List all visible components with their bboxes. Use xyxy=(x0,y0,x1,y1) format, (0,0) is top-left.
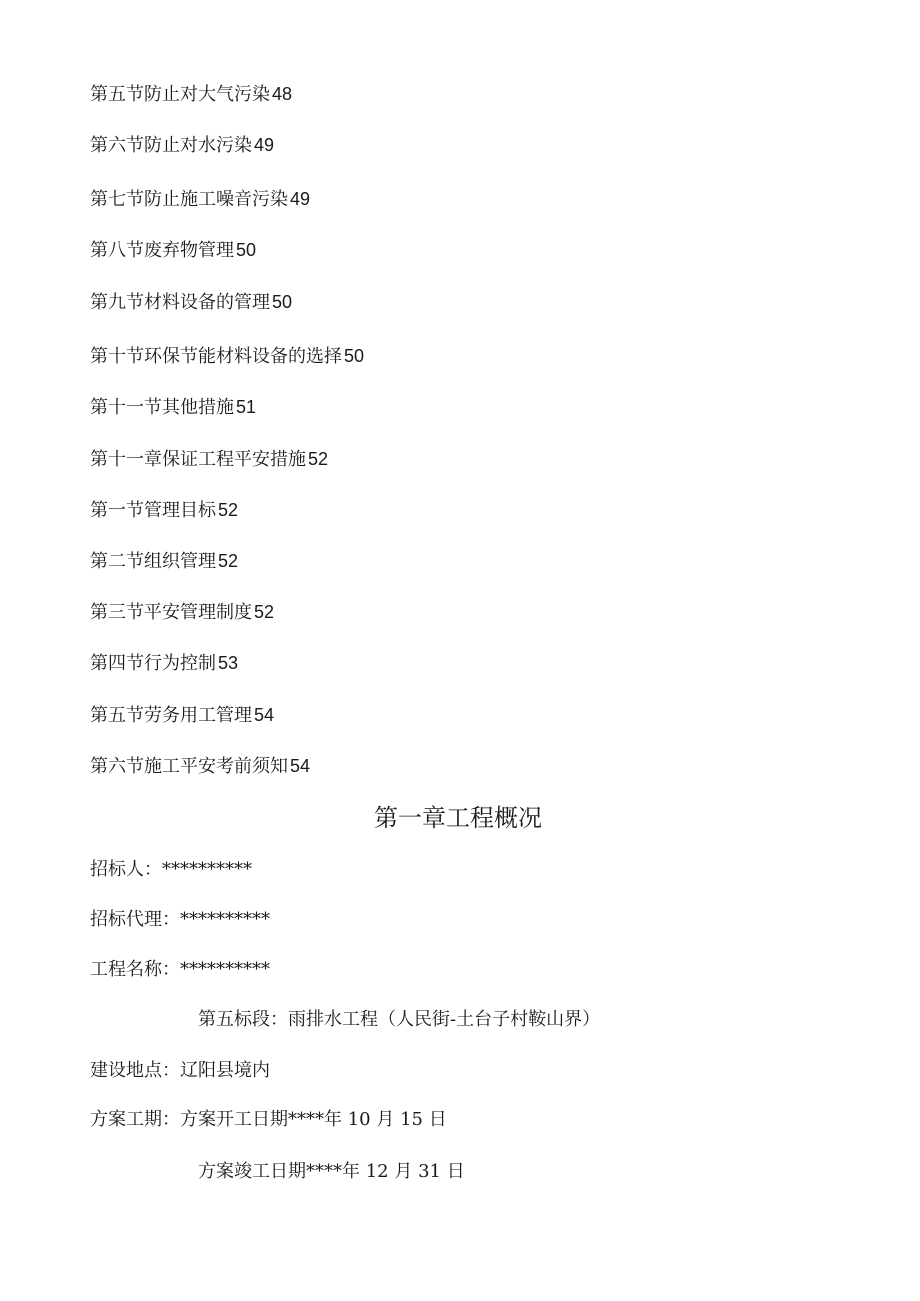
toc-entry-title: 第十节环保节能材料设备的选择 xyxy=(90,346,342,367)
location-line: 建设地点：辽阳县境内 xyxy=(90,1060,270,1081)
toc-entry-page: 52 xyxy=(308,449,329,469)
toc-entry xyxy=(90,600,274,625)
toc-entry xyxy=(90,238,256,263)
toc-entry-page: 52 xyxy=(254,602,275,622)
schedule-start-line: 方案工期：方案开工日期****年 10 月 15 日 xyxy=(90,1109,447,1130)
toc-entry-title: 第九节材料设备的管理 xyxy=(90,292,270,313)
toc-entry-title: 第六节施工平安考前须知 xyxy=(90,756,288,777)
toc-entry-title: 第五节防止对大气污染 xyxy=(90,84,270,105)
toc-entry-title: 第五节劳务用工管理 xyxy=(90,705,252,726)
toc-entry-page: 49 xyxy=(290,189,311,209)
toc-entry xyxy=(90,82,292,107)
toc-entry xyxy=(90,395,256,420)
toc-entry-title: 第一节管理目标 xyxy=(90,500,216,521)
toc-entry xyxy=(90,187,310,212)
toc-entry-title: 第二节组织管理 xyxy=(90,551,216,572)
chapter-heading: 第一章工程概况 xyxy=(374,804,542,832)
toc-entry xyxy=(90,549,238,574)
toc-entry-page: 52 xyxy=(218,551,239,571)
toc-entry xyxy=(90,651,238,676)
toc-entry-page: 53 xyxy=(218,653,239,673)
section-line: 第五标段：雨排水工程（人民街-土台子村鞍山界） xyxy=(198,1009,601,1030)
toc-entry-page: 51 xyxy=(236,397,257,417)
agent-line: 招标代理：********** xyxy=(90,909,270,930)
toc-entry-title: 第七节防止施工噪音污染 xyxy=(90,189,288,210)
toc-entry xyxy=(90,754,310,779)
tenderer-line: 招标人：********** xyxy=(90,859,252,880)
toc-entry-title: 第六节防止对水污染 xyxy=(90,135,252,156)
toc-entry-title: 第十一节其他措施 xyxy=(90,397,234,418)
schedule-end-line: 方案竣工日期****年 12 月 31 日 xyxy=(198,1161,465,1182)
toc-entry-page: 54 xyxy=(254,705,275,725)
toc-entry xyxy=(90,447,328,472)
toc-entry-page: 50 xyxy=(344,346,365,366)
toc-entry xyxy=(90,344,364,369)
toc-entry xyxy=(90,703,274,728)
toc-entry-title: 第四节行为控制 xyxy=(90,653,216,674)
toc-entry-page: 52 xyxy=(218,500,239,520)
toc-entry-page: 48 xyxy=(272,84,293,104)
toc-entry-page: 54 xyxy=(290,756,311,776)
toc-entry-title: 第十一章保证工程平安措施 xyxy=(90,449,306,470)
toc-entry-page: 49 xyxy=(254,135,275,155)
project-name-line: 工程名称：********** xyxy=(90,959,270,980)
toc-entry-title: 第三节平安管理制度 xyxy=(90,602,252,623)
toc-entry xyxy=(90,498,238,523)
toc-entry-page: 50 xyxy=(272,292,293,312)
toc-entry xyxy=(90,133,274,158)
toc-entry-title: 第八节废弃物管理 xyxy=(90,240,234,261)
toc-entry xyxy=(90,290,292,315)
toc-entry-page: 50 xyxy=(236,240,257,260)
